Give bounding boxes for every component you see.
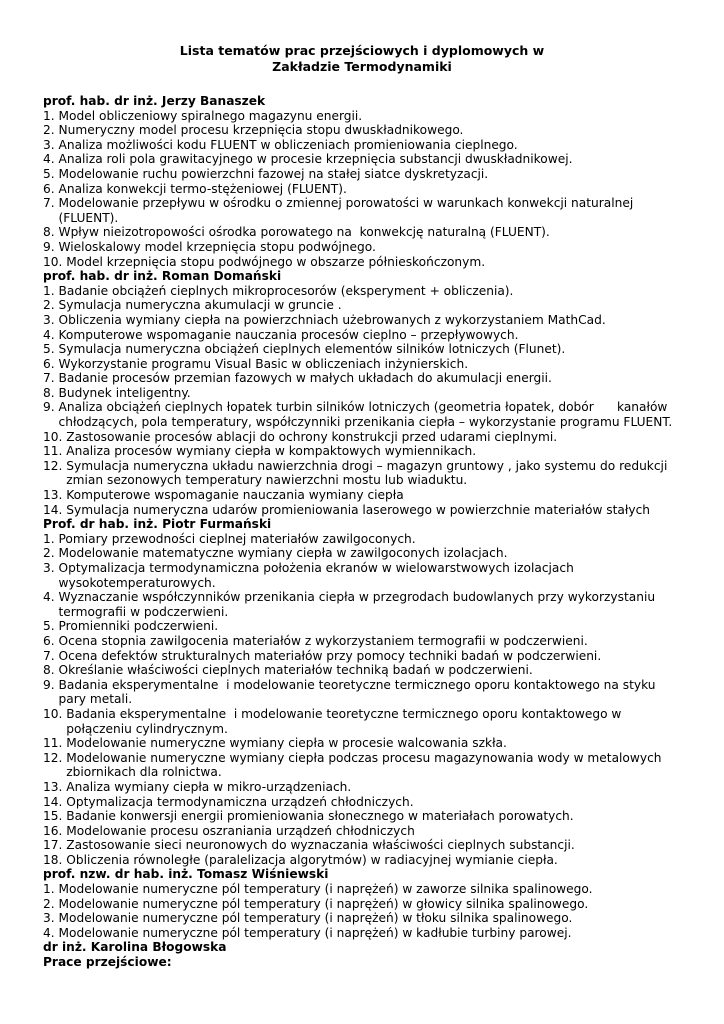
topic-item bbox=[43, 503, 683, 518]
topic-number: 2. bbox=[43, 896, 55, 911]
topic-number: 5. bbox=[43, 342, 55, 357]
topic-text: Wyznaczanie współczynników przenikania ciepła w przegrodach budowlanych przy wykorzystaniu termografii w podczerwieni. bbox=[58, 590, 659, 619]
topic-item bbox=[43, 488, 683, 503]
topic-item bbox=[43, 619, 683, 634]
topic-number: 3. bbox=[43, 312, 55, 327]
topic-item bbox=[43, 882, 683, 897]
topic-text: Zastosowanie procesów ablacji do ochrony konstrukcji przed udarami cieplnymi. bbox=[66, 429, 558, 444]
topic-item bbox=[43, 371, 683, 386]
topic-text: Modelowanie numeryczne wymiany ciepła podczas procesu magazynowania wody w metalowych zbiornikach dla rolnictwa. bbox=[66, 750, 666, 780]
topic-item bbox=[43, 298, 683, 313]
topic-item bbox=[43, 751, 683, 780]
topic-number: 9. bbox=[43, 677, 55, 692]
topic-item bbox=[43, 707, 683, 736]
topic-item bbox=[43, 313, 683, 328]
topic-number: 14. bbox=[43, 502, 63, 517]
topic-text: Model krzepnięcia stopu podwójnego w obszarze półnieskończonym. bbox=[66, 254, 486, 269]
topic-number: 7. bbox=[43, 371, 55, 386]
topic-number: 8. bbox=[43, 663, 55, 678]
topic-item bbox=[43, 649, 683, 664]
topic-item bbox=[43, 911, 683, 926]
topic-item bbox=[43, 444, 683, 459]
topic-item bbox=[43, 546, 683, 561]
topic-text: Numeryczny model procesu krzepnięcia stopu dwuskładnikowego. bbox=[58, 123, 464, 138]
topic-item bbox=[43, 342, 683, 357]
topic-number: 6. bbox=[43, 181, 55, 196]
topic-item bbox=[43, 532, 683, 547]
topic-text: Określanie właściwości cieplnych materiałów techniką badań w podczerwieni. bbox=[58, 663, 533, 678]
topic-text: Wpływ nieizotropowości ośrodka porowatego na konwekcję naturalną (FLUENT). bbox=[58, 225, 550, 240]
topic-text: Symulacja numeryczna akumulacji w gruncie . bbox=[58, 298, 342, 313]
topic-text: Wieloskalowy model krzepnięcia stopu podwójnego. bbox=[58, 239, 376, 254]
topic-text: Badanie obciążeń cieplnych mikroprocesorów (eksperyment + obliczenia). bbox=[58, 283, 514, 298]
topic-number: 2. bbox=[43, 546, 55, 561]
topic-text: Wykorzystanie programu Visual Basic w obliczeniach inżynierskich. bbox=[58, 356, 469, 371]
topic-text: Modelowanie numeryczne pól temperatury (i naprężeń) w zaworze silnika spalinowego. bbox=[58, 882, 593, 897]
topic-number: 16. bbox=[43, 823, 63, 838]
topic-item bbox=[43, 926, 683, 941]
supervisor-name: prof. hab. dr inż. Roman Domański bbox=[43, 269, 282, 284]
topic-text: Modelowanie przepływu w ośrodku o zmiennej porowatości w warunkach konwekcji naturalnej (FLUENT). bbox=[58, 196, 638, 225]
topic-item bbox=[43, 109, 683, 124]
topic-number: 3. bbox=[43, 561, 55, 575]
topic-text: Zastosowanie sieci neuronowych do wyznaczania właściwości cieplnych substancji. bbox=[66, 838, 575, 853]
topic-number: 12. bbox=[43, 750, 63, 765]
topic-text: Obliczenia równoległe (paralelizacja algorytmów) w radiacyjnej wymianie ciepła. bbox=[66, 852, 558, 867]
topic-text: Badania eksperymentalne i modelowanie teoretyczne termicznego oporu kontaktowego w połączeniu cylindrycznym. bbox=[66, 706, 626, 736]
topic-text: Optymalizacja termodynamiczna urządzeń chłodniczych. bbox=[66, 794, 414, 809]
topic-list bbox=[43, 94, 683, 970]
topic-item bbox=[43, 225, 683, 240]
topic-text: Badania eksperymentalne i modelowanie teoretyczne termicznego oporu kontaktowego na styku pary metali. bbox=[58, 677, 660, 707]
topic-text: Modelowanie procesu oszraniania urządzeń chłodniczych bbox=[66, 823, 415, 838]
topic-text: Analiza możliwości kodu FLUENT w obliczeniach promieniowania cieplnego. bbox=[58, 137, 518, 152]
topic-number: 1. bbox=[43, 283, 55, 298]
topic-number: 13. bbox=[43, 488, 63, 503]
topic-text: Komputerowe wspomaganie nauczania procesów cieplno – przepływowych. bbox=[58, 327, 519, 342]
topic-item bbox=[43, 590, 683, 619]
topic-item bbox=[43, 897, 683, 912]
topic-item bbox=[43, 795, 683, 810]
topic-item bbox=[43, 663, 683, 678]
topic-text: Optymalizacja termodynamiczna położenia ekranów w wielowarstwowych izolacjach wysokotemperaturowych. bbox=[58, 561, 578, 590]
topic-text: Badanie konwersji energii promieniowania słonecznego w materiałach porowatych. bbox=[66, 809, 574, 824]
topic-text: Modelowanie numeryczne pól temperatury (i naprężeń) w tłoku silnika spalinowego. bbox=[58, 911, 573, 926]
topic-number: 5. bbox=[43, 619, 55, 634]
topic-number: 4. bbox=[43, 327, 55, 342]
topic-item bbox=[43, 123, 683, 138]
topic-text: Analiza obciążeń cieplnych łopatek turbin silników lotniczych (geometria łopatek, dobór kanałów chłodzących, pola temperatury, współczynniki przenikania ciepła – wykorzystanie programu FLUENT. bbox=[58, 400, 673, 430]
topic-number: 11. bbox=[43, 444, 63, 459]
topic-text: Pomiary przewodności cieplnej materiałów zawilgoconych. bbox=[58, 531, 416, 546]
topic-number: 10. bbox=[43, 254, 63, 269]
topic-item bbox=[43, 459, 683, 488]
topic-number: 6. bbox=[43, 356, 55, 371]
topic-number: 2. bbox=[43, 123, 55, 138]
topic-item bbox=[43, 284, 683, 299]
topic-number: 6. bbox=[43, 633, 55, 648]
topic-number: 4. bbox=[43, 925, 55, 940]
topic-number: 1. bbox=[43, 882, 55, 897]
topic-text: Ocena defektów strukturalnych materiałów przy pomocy techniki badań w podczerwieni. bbox=[58, 648, 602, 663]
topic-text: Analiza wymiany ciepła w mikro-urządzeniach. bbox=[66, 779, 352, 794]
topic-item bbox=[43, 780, 683, 795]
topic-number: 4. bbox=[43, 152, 55, 167]
topic-text: Analiza konwekcji termo-stężeniowej (FLUENT). bbox=[58, 181, 347, 196]
topic-item bbox=[43, 736, 683, 751]
topic-number: 8. bbox=[43, 225, 55, 240]
topic-item bbox=[43, 240, 683, 255]
topic-text: Promienniki podczerwieni. bbox=[58, 619, 219, 634]
title-line-2: Zakładzie Termodynamiki bbox=[272, 59, 452, 74]
topic-number: 3. bbox=[43, 137, 55, 152]
topic-text: Obliczenia wymiany ciepła na powierzchniach użebrowanych z wykorzystaniem MathCad. bbox=[58, 312, 606, 327]
topic-text: Ocena stopnia zawilgocenia materiałów z wykorzystaniem termografii w podczerwieni. bbox=[58, 633, 588, 648]
topic-number: 12. bbox=[43, 458, 63, 473]
topic-text: Modelowanie numeryczne wymiany ciepła w procesie walcowania szkła. bbox=[66, 736, 507, 751]
topic-text: Komputerowe wspomaganie nauczania wymiany ciepła bbox=[66, 488, 404, 503]
topic-item bbox=[43, 167, 683, 182]
topic-number: 9. bbox=[43, 400, 55, 415]
topic-text: Modelowanie numeryczne pól temperatury (i naprężeń) w kadłubie turbiny parowej. bbox=[58, 925, 572, 940]
topic-item bbox=[43, 561, 683, 590]
document-title bbox=[0, 43, 724, 75]
topic-number: 13. bbox=[43, 779, 63, 794]
topic-item bbox=[43, 400, 683, 429]
topic-number: 10. bbox=[43, 706, 63, 721]
topic-text: Model obliczeniowy spiralnego magazynu energii. bbox=[58, 108, 363, 123]
topic-text: Analiza roli pola grawitacyjnego w procesie krzepnięcia substancji dwuskładnikowej. bbox=[58, 152, 573, 167]
topic-text: Modelowanie matematyczne wymiany ciepła w zawilgoconych izolacjach. bbox=[58, 546, 508, 561]
section-heading-prace-przejsciowe: Prace przejściowe: bbox=[43, 955, 172, 970]
supervisor-name: Prof. dr hab. inż. Piotr Furmański bbox=[43, 517, 272, 532]
topic-item bbox=[43, 196, 683, 225]
topic-number: 17. bbox=[43, 838, 63, 853]
topic-number: 8. bbox=[43, 385, 55, 400]
topic-item bbox=[43, 838, 683, 853]
topic-number: 18. bbox=[43, 852, 63, 867]
topic-number: 2. bbox=[43, 298, 55, 313]
topic-text: Modelowanie numeryczne pól temperatury (i naprężeń) w głowicy silnika spalinowego. bbox=[58, 896, 589, 911]
topic-text: Budynek inteligentny. bbox=[58, 385, 191, 400]
topic-item bbox=[43, 255, 683, 270]
topic-text: Symulacja numeryczna udarów promieniowania laserowego w powierzchnie materiałów stałych bbox=[66, 502, 650, 517]
topic-number: 7. bbox=[43, 648, 55, 663]
topic-text: Analiza procesów wymiany ciepła w kompaktowych wymiennikach. bbox=[66, 444, 477, 459]
topic-number: 9. bbox=[43, 239, 55, 254]
topic-number: 15. bbox=[43, 809, 63, 824]
topic-item bbox=[43, 853, 683, 868]
topic-text: Modelowanie ruchu powierzchni fazowej na stałej siatce dyskretyzacji. bbox=[58, 166, 489, 181]
topic-item bbox=[43, 634, 683, 649]
topic-item bbox=[43, 824, 683, 839]
topic-item bbox=[43, 357, 683, 372]
topic-text: Symulacja numeryczna obciążeń cieplnych elementów silników lotniczych (Flunet). bbox=[58, 342, 566, 357]
topic-number: 1. bbox=[43, 108, 55, 123]
topic-number: 10. bbox=[43, 429, 63, 444]
topic-text: Badanie procesów przemian fazowych w małych układach do akumulacji energii. bbox=[58, 371, 552, 386]
topic-item bbox=[43, 809, 683, 824]
supervisor-name: prof. nzw. dr hab. inż. Tomasz Wiśniewski bbox=[43, 867, 329, 882]
topic-item bbox=[43, 138, 683, 153]
title-line-1: Lista tematów prac przejściowych i dyplomowych w bbox=[179, 43, 545, 58]
topic-number: 1. bbox=[43, 531, 55, 546]
topic-item bbox=[43, 386, 683, 401]
topic-item bbox=[43, 152, 683, 167]
topic-number: 14. bbox=[43, 794, 63, 809]
topic-number: 11. bbox=[43, 736, 63, 751]
topic-number: 4. bbox=[43, 590, 55, 605]
topic-number: 5. bbox=[43, 166, 55, 181]
topic-text: Symulacja numeryczna układu nawierzchnia drogi – magazyn gruntowy , jako systemu do redukcji zmian sezonowych temperatury nawierzchni mostu lub wiaduktu. bbox=[66, 458, 672, 488]
supervisor-name: prof. hab. dr inż. Jerzy Banaszek bbox=[43, 94, 266, 108]
topic-item bbox=[43, 328, 683, 343]
topic-item bbox=[43, 678, 683, 707]
topic-number: 7. bbox=[43, 196, 55, 211]
topic-item bbox=[43, 430, 683, 445]
topic-item bbox=[43, 182, 683, 197]
supervisor-name: dr inż. Karolina Błogowska bbox=[43, 940, 227, 955]
topic-number: 3. bbox=[43, 911, 55, 926]
